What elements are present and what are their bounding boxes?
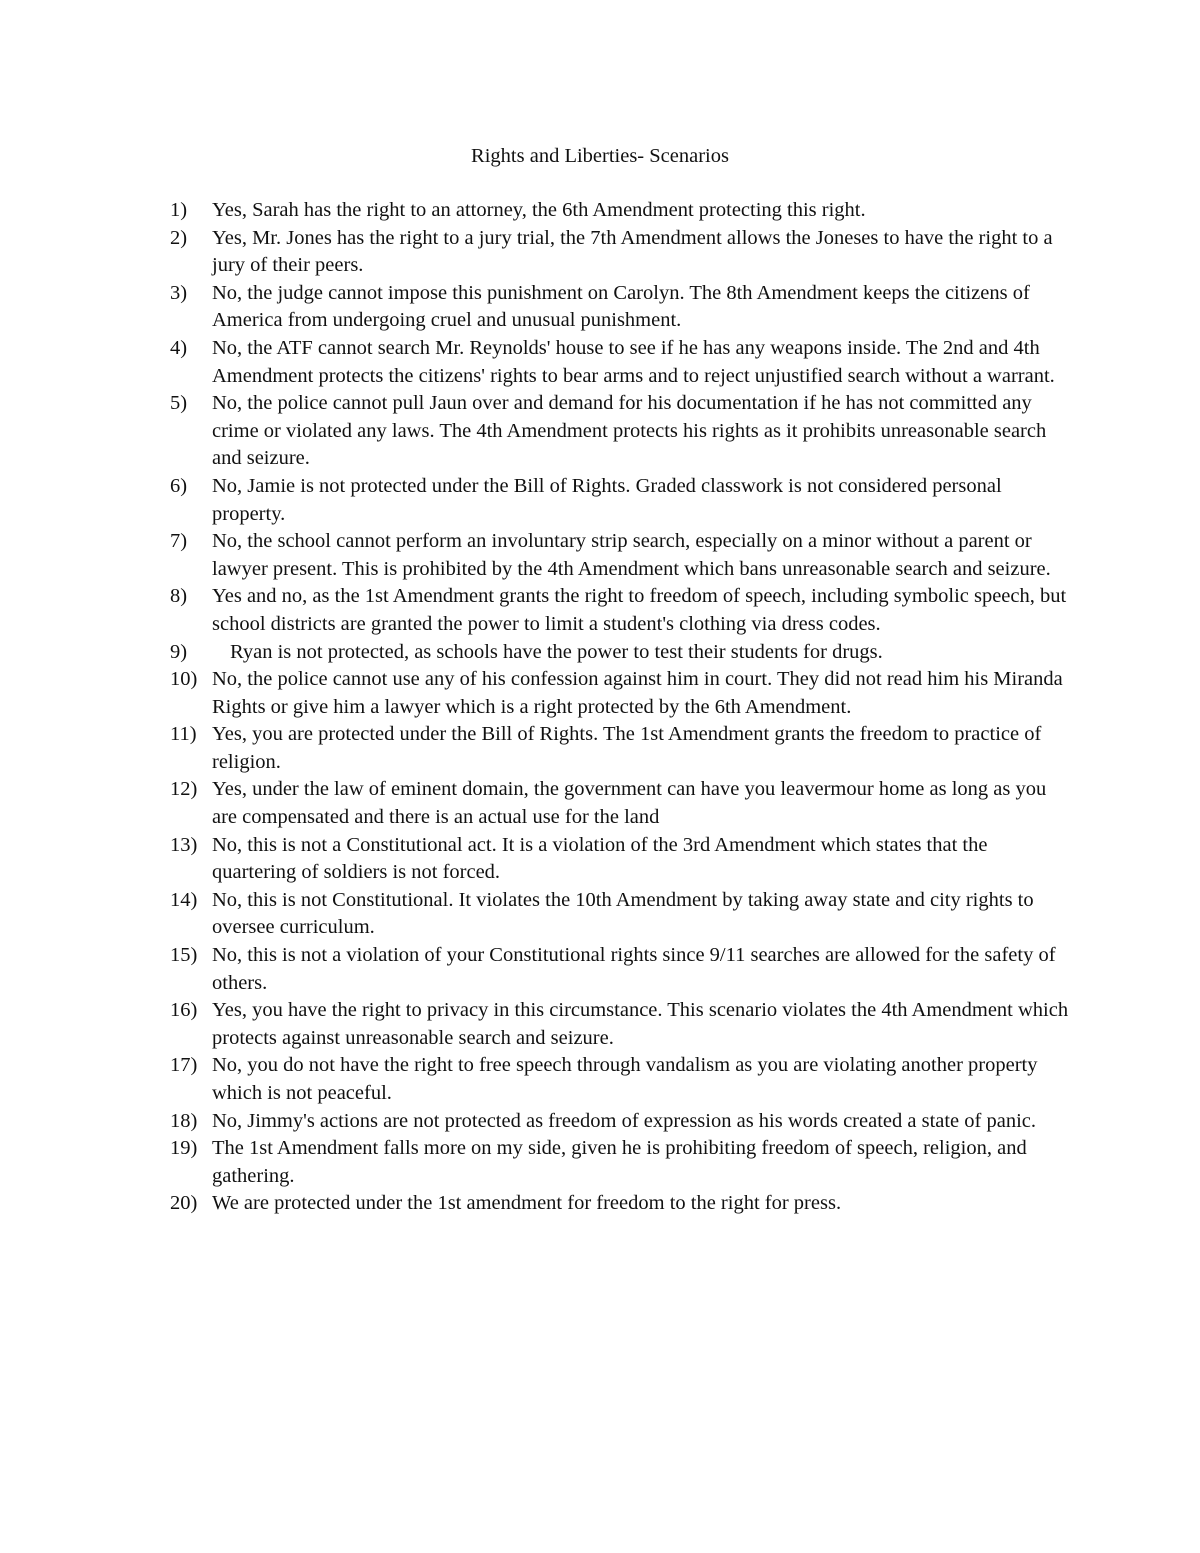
answer-text: We are protected under the 1st amendment for freedom to the right for press. <box>212 1192 842 1215</box>
answer-item <box>170 335 1070 390</box>
answer-text: No, this is not Constitutional. It violates the 10th Amendment by taking away state and city rights to oversee curriculum. <box>212 888 1034 939</box>
answer-number: 3) <box>170 281 188 304</box>
answer-item <box>170 473 1070 528</box>
answer-text: No, the police cannot use any of his confession against him in court. They did not read him his Miranda Rights or give him a lawyer which is a right protected by the 6th Amendment. <box>212 668 1063 718</box>
answer-number: 20) <box>170 1192 198 1215</box>
answer-number: 19) <box>170 1137 198 1160</box>
answer-list <box>170 197 1070 1218</box>
answer-text: No, this is not a violation of your Constitutional rights since 9/11 searches are allowed for the safety of others. <box>212 944 1056 994</box>
answer-text: The 1st Amendment falls more on my side, given he is prohibiting freedom of speech, religion, and gathering. <box>212 1137 1027 1187</box>
answer-item <box>170 942 1070 997</box>
answer-number: 1) <box>170 199 188 221</box>
answer-item <box>170 997 1070 1052</box>
answer-item <box>170 721 1070 776</box>
answer-number: 13) <box>170 833 198 856</box>
answer-item <box>170 832 1070 887</box>
answer-number: 17) <box>170 1054 198 1077</box>
answer-text: No, this is not a Constitutional act. It is a violation of the 3rd Amendment which states that the quartering of soldiers is not forced. <box>212 833 988 884</box>
document-title: Rights and Liberties- Scenarios <box>471 145 729 167</box>
answer-text: No, you do not have the right to free speech through vandalism as you are violating another property which is not peaceful. <box>212 1054 1038 1104</box>
answer-text: No, the school cannot perform an involuntary strip search, especially on a minor without a parent or lawyer present. This is prohibited by the 4th Amendment which bans unreasonable search and seizure. <box>212 530 1051 580</box>
answer-item <box>170 390 1070 473</box>
answer-text: No, Jimmy's actions are not protected as freedom of expression as his words created a state of panic. <box>212 1109 1037 1132</box>
answer-number: 6) <box>170 474 188 497</box>
answer-item <box>170 666 1070 721</box>
answer-item <box>170 225 1070 280</box>
answer-number: 12) <box>170 778 198 801</box>
answer-text: No, the police cannot pull Jaun over and demand for his documentation if he has not committed any crime or violated any laws. The 4th Amendment protects his rights as it prohibits unreasonable search and seizure. <box>212 392 1047 470</box>
answer-item <box>170 1135 1070 1190</box>
answer-number: 5) <box>170 392 188 415</box>
answer-item <box>170 1190 1070 1218</box>
answer-item <box>170 776 1070 831</box>
answer-text: Ryan is not protected, as schools have the power to test their students for drugs. <box>230 640 883 663</box>
answer-text: No, the ATF cannot search Mr. Reynolds' house to see if he has any weapons inside. The 2nd and 4th Amendment protects the citizens' rights to bear arms and to reject unjustified search without a warrant. <box>212 336 1055 387</box>
answer-text: No, Jamie is not protected under the Bill of Rights. Graded classwork is not considered personal property. <box>212 474 1002 525</box>
answer-item <box>170 1052 1070 1107</box>
answer-number: 4) <box>170 336 188 359</box>
answer-number: 16) <box>170 999 198 1022</box>
answer-number: 15) <box>170 944 198 967</box>
answer-item <box>170 280 1070 335</box>
answer-number: 9) <box>170 640 188 663</box>
answer-item <box>170 1108 1070 1136</box>
answer-number: 14) <box>170 888 198 911</box>
answer-item <box>170 639 1070 667</box>
answer-text: Yes, you are protected under the Bill of Rights. The 1st Amendment grants the freedom to practice of religion. <box>212 723 1042 773</box>
answer-item <box>170 197 1070 225</box>
answer-text: Yes, Mr. Jones has the right to a jury trial, the 7th Amendment allows the Joneses to have the right to a jury of their peers. <box>212 226 1053 277</box>
answer-item <box>170 528 1070 583</box>
answer-text: Yes, under the law of eminent domain, the government can have you leavermour home as long as you are compensated and there is an actual use for the land <box>212 778 1047 829</box>
answer-number: 8) <box>170 585 188 608</box>
answer-text: Yes and no, as the 1st Amendment grants the right to freedom of speech, including symbolic speech, but school districts are granted the power to limit a student's clothing via dress codes. <box>212 585 1067 635</box>
answer-text: No, the judge cannot impose this punishment on Carolyn. The 8th Amendment keeps the citizens of America from undergoing cruel and unusual punishment. <box>212 281 1030 332</box>
answer-number: 18) <box>170 1109 198 1132</box>
answer-item <box>170 887 1070 942</box>
answer-number: 10) <box>170 668 198 691</box>
answer-number: 11) <box>170 723 197 746</box>
answer-item <box>170 583 1070 638</box>
answer-text: Yes, Sarah has the right to an attorney, the 6th Amendment protecting this right. <box>212 199 866 221</box>
answer-text: Yes, you have the right to privacy in this circumstance. This scenario violates the 4th Amendment which protects against unreasonable search and seizure. <box>212 999 1069 1049</box>
answer-number: 7) <box>170 530 188 553</box>
answer-number: 2) <box>170 226 188 249</box>
